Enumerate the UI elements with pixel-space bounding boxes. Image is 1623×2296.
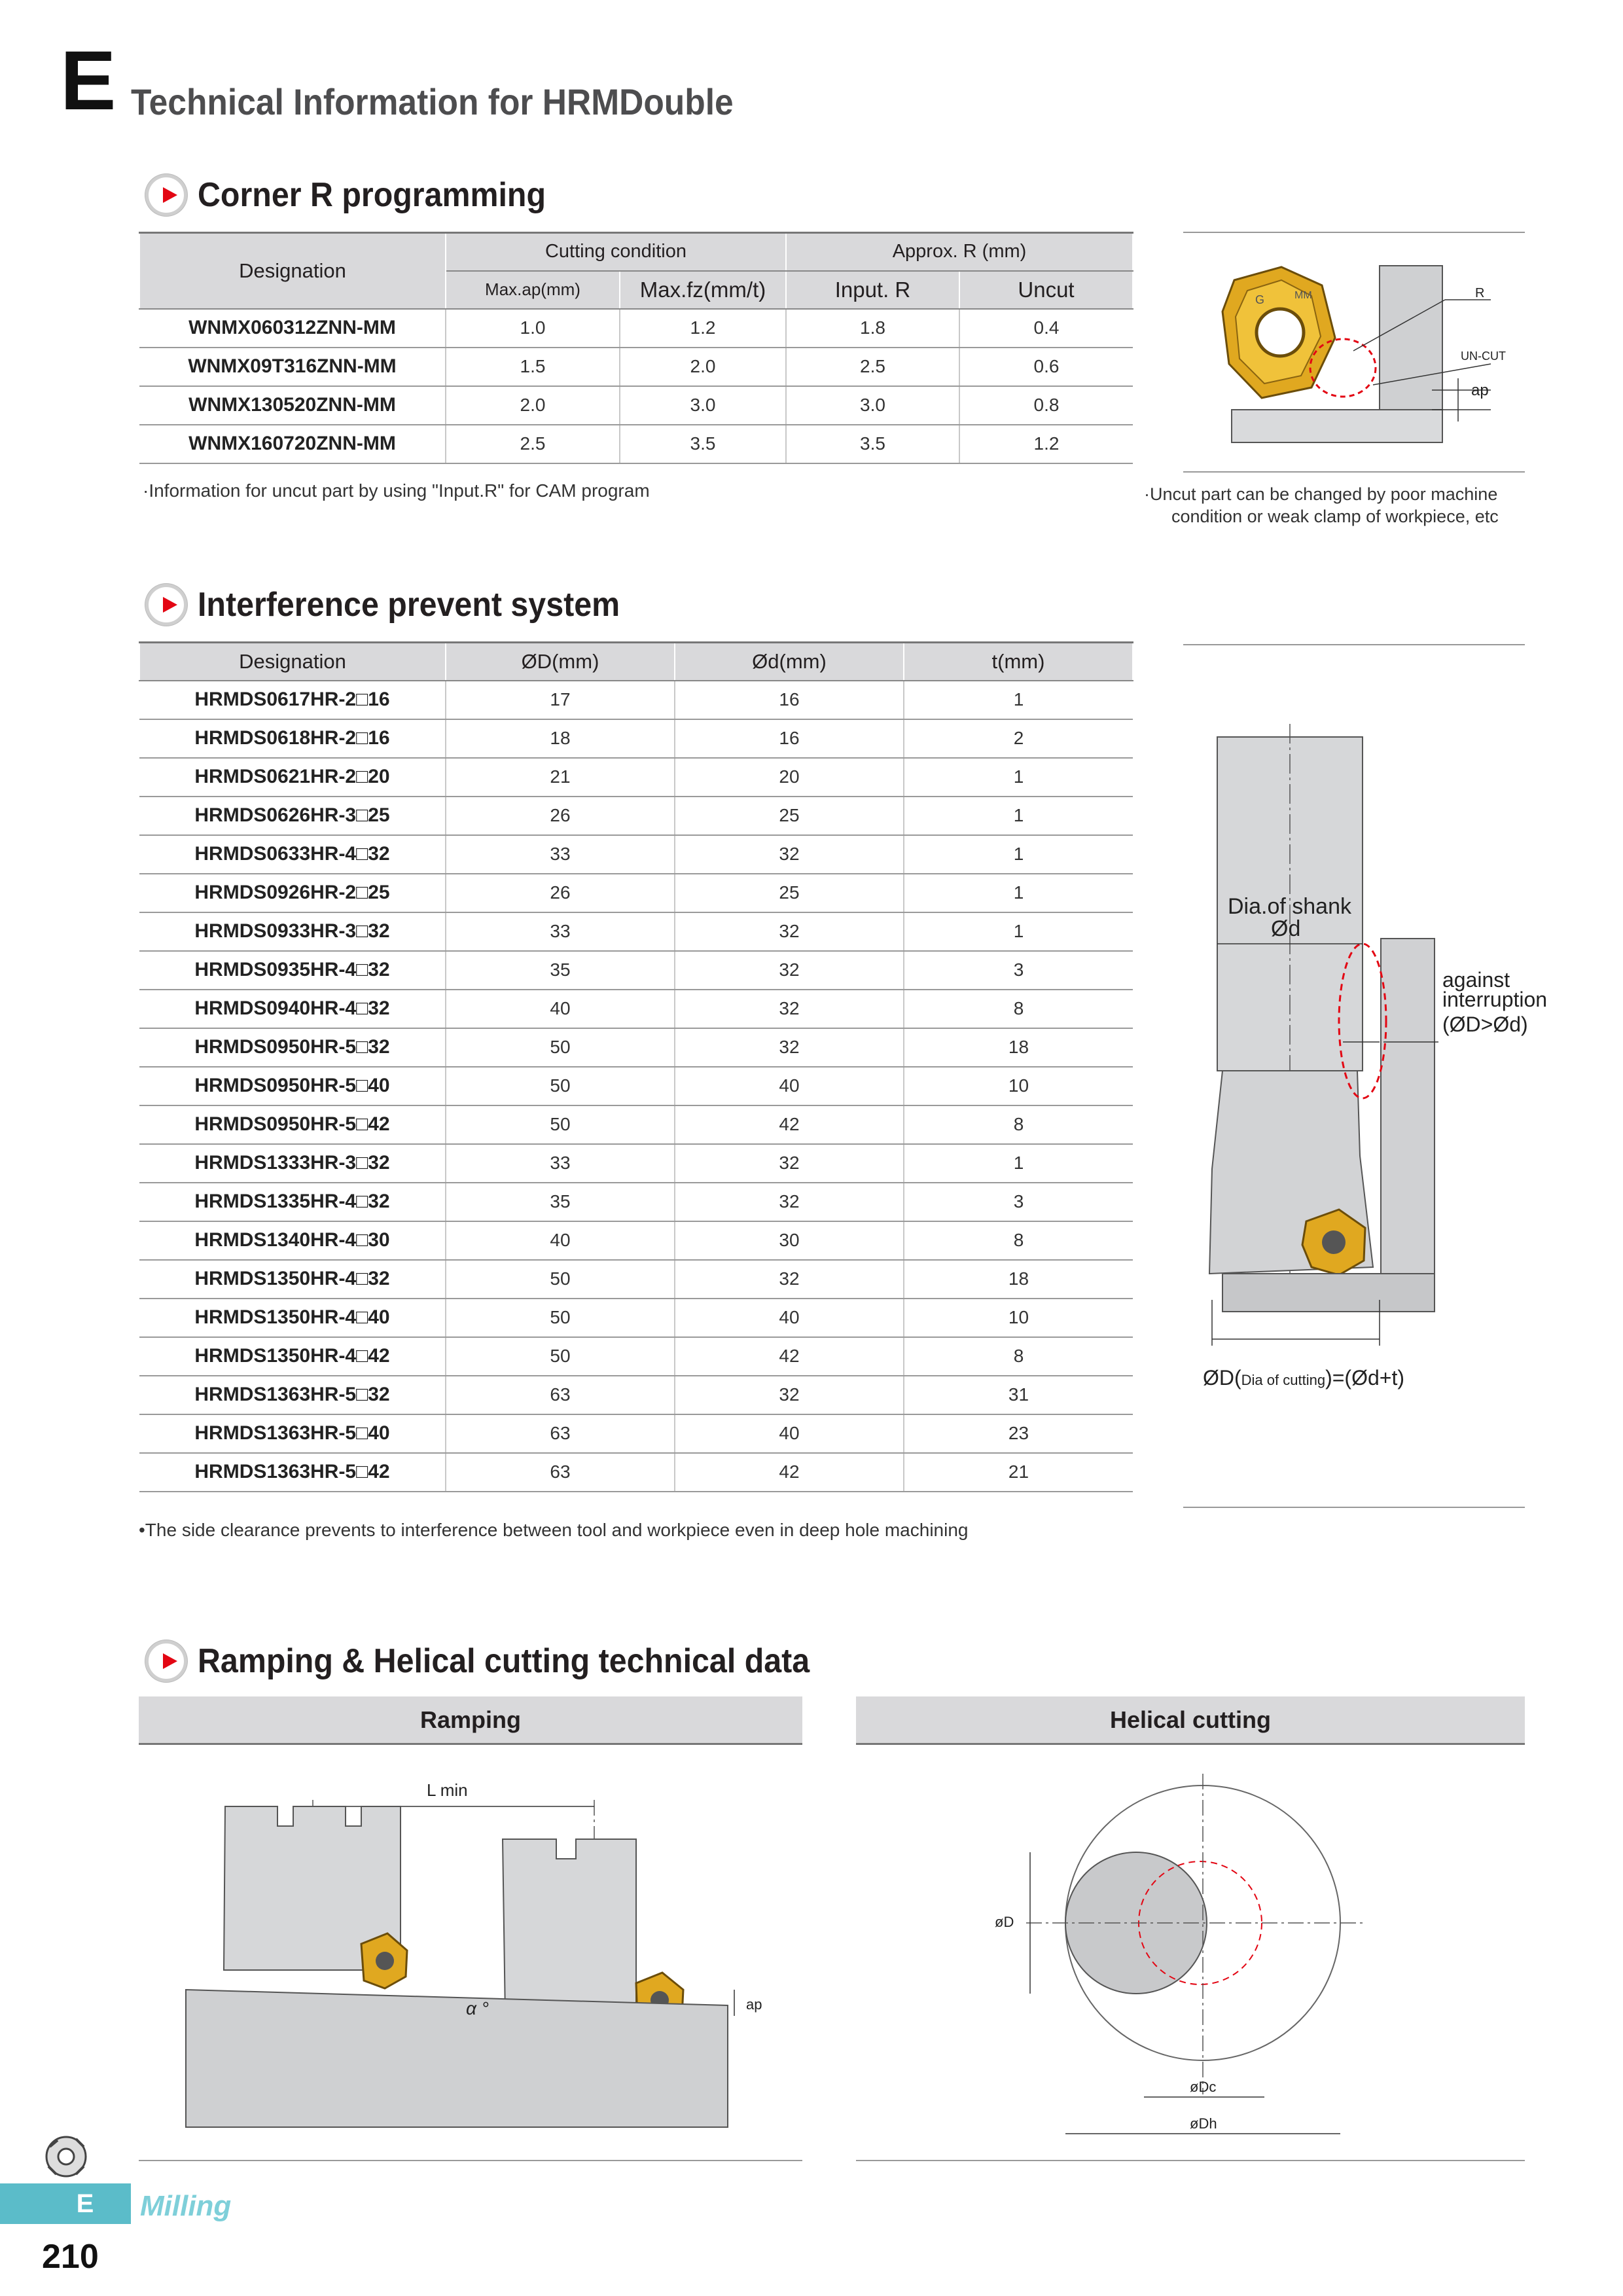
play-bullet-icon — [145, 174, 187, 216]
value-cell: 0.8 — [959, 386, 1133, 425]
svg-text:MM: MM — [1294, 290, 1312, 301]
value-cell: 35 — [446, 951, 675, 990]
value-cell: 2.0 — [620, 348, 786, 386]
value-cell: 40 — [446, 1221, 675, 1260]
designation-cell: HRMDS0621HR-2□20 — [139, 758, 446, 797]
value-cell: 50 — [446, 1105, 675, 1144]
designation-cell: HRMDS0935HR-4□32 — [139, 951, 446, 990]
value-cell: 0.6 — [959, 348, 1133, 386]
designation-cell: HRMDS0933HR-3□32 — [139, 912, 446, 951]
table-row — [139, 1453, 1133, 1492]
interference-table — [139, 641, 1133, 1492]
value-cell: 21 — [446, 758, 675, 797]
value-cell: 8 — [904, 1105, 1133, 1144]
value-cell: 16 — [675, 719, 904, 758]
designation-cell: HRMDS1350HR-4□42 — [139, 1337, 446, 1376]
value-cell: 3 — [904, 1183, 1133, 1221]
against-label: against — [1442, 968, 1510, 992]
value-cell: 1 — [904, 1144, 1133, 1183]
value-cell: 1.5 — [446, 348, 620, 386]
value-cell: 33 — [446, 912, 675, 951]
section-title: Interference prevent system — [198, 586, 620, 624]
helical-header: Helical cutting — [856, 1696, 1525, 1745]
shank-symbol: Ød — [1271, 916, 1301, 941]
table-row — [139, 874, 1133, 912]
value-cell: 40 — [446, 990, 675, 1028]
col-header-od: ØD(mm) — [446, 643, 675, 681]
section-header-corner-r — [145, 174, 572, 216]
value-cell: 18 — [446, 719, 675, 758]
r-label: R — [1475, 286, 1485, 300]
table-row — [139, 1376, 1133, 1414]
odh-label: øDh — [1190, 2115, 1217, 2132]
play-bullet-icon — [145, 584, 187, 626]
value-cell: 3 — [904, 951, 1133, 990]
col-header-designation: Designation — [139, 643, 446, 681]
figure-note-1: ·Uncut part can be changed by poor machine — [1144, 484, 1498, 504]
value-cell: 2.0 — [446, 386, 620, 425]
value-cell: 32 — [675, 990, 904, 1028]
page-number: 210 — [42, 2238, 99, 2276]
table-row — [139, 1260, 1133, 1299]
table-row — [139, 1105, 1133, 1144]
value-cell: 3.5 — [786, 425, 959, 463]
designation-cell: HRMDS0618HR-2□16 — [139, 719, 446, 758]
col-header-uncut: Uncut — [959, 271, 1133, 309]
table-row — [139, 1337, 1133, 1376]
designation-cell: HRMDS0940HR-4□32 — [139, 990, 446, 1028]
value-cell: 42 — [675, 1105, 904, 1144]
value-cell: 32 — [675, 1028, 904, 1067]
value-cell: 25 — [675, 797, 904, 835]
value-cell: 1 — [904, 835, 1133, 874]
ap-label: ap — [746, 1996, 762, 2013]
uncut-label: UN-CUT — [1461, 350, 1506, 363]
table-row — [139, 1067, 1133, 1105]
value-cell: 26 — [446, 797, 675, 835]
designation-cell: WNMX160720ZNN-MM — [139, 425, 446, 463]
value-cell: 16 — [675, 681, 904, 719]
value-cell: 32 — [675, 835, 904, 874]
table-row — [139, 1183, 1133, 1221]
table-row — [139, 1144, 1133, 1183]
col-header-max-ap: Max.ap(mm) — [446, 271, 620, 309]
value-cell: 32 — [675, 1376, 904, 1414]
ramping-figure — [139, 1767, 802, 2160]
value-cell: 50 — [446, 1337, 675, 1376]
designation-cell: HRMDS1363HR-5□32 — [139, 1376, 446, 1414]
value-cell: 1 — [904, 797, 1133, 835]
value-cell: 63 — [446, 1453, 675, 1492]
chapter-letter: E — [60, 34, 116, 128]
value-cell: 2.5 — [446, 425, 620, 463]
designation-cell: HRMDS0926HR-2□25 — [139, 874, 446, 912]
value-cell: 40 — [675, 1299, 904, 1337]
designation-cell: HRMDS1333HR-3□32 — [139, 1144, 446, 1183]
designation-cell: HRMDS1363HR-5□40 — [139, 1414, 446, 1453]
corner-r-figure — [1183, 232, 1525, 473]
table-row — [139, 348, 1133, 386]
value-cell: 42 — [675, 1453, 904, 1492]
section-tab: E — [39, 2183, 131, 2224]
value-cell: 33 — [446, 1144, 675, 1183]
value-cell: 42 — [675, 1337, 904, 1376]
value-cell: 63 — [446, 1376, 675, 1414]
value-cell: 50 — [446, 1260, 675, 1299]
table-row — [139, 1028, 1133, 1067]
col-header-approx-r: Approx. R (mm) — [786, 233, 1133, 271]
svg-text:ØD(Dia of cutting)=(Ød+t) — [1203, 1366, 1404, 1390]
table-row — [139, 719, 1133, 758]
value-cell: 1 — [904, 912, 1133, 951]
ap-label: ap — [1471, 382, 1489, 399]
designation-cell: WNMX130520ZNN-MM — [139, 386, 446, 425]
helical-bottom-rule — [856, 2160, 1525, 2161]
designation-cell: HRMDS0633HR-4□32 — [139, 835, 446, 874]
value-cell: 30 — [675, 1221, 904, 1260]
col-header-input-r: Input. R — [786, 271, 959, 309]
value-cell: 1.2 — [620, 309, 786, 348]
value-cell: 18 — [904, 1260, 1133, 1299]
designation-cell: HRMDS0950HR-5□32 — [139, 1028, 446, 1067]
table-row — [139, 386, 1133, 425]
value-cell: 32 — [675, 951, 904, 990]
section-title: Corner R programming — [198, 176, 546, 214]
shank-label: Dia.of shank — [1228, 894, 1351, 919]
value-cell: 1 — [904, 681, 1133, 719]
designation-cell: WNMX09T316ZNN-MM — [139, 348, 446, 386]
value-cell: 2 — [904, 719, 1133, 758]
value-cell: 40 — [675, 1414, 904, 1453]
value-cell: 32 — [675, 1144, 904, 1183]
value-cell: 3.5 — [620, 425, 786, 463]
value-cell: 17 — [446, 681, 675, 719]
insert-icon — [1222, 267, 1335, 398]
value-cell: 32 — [675, 1183, 904, 1221]
dia-cut-label-a: ØD( — [1203, 1366, 1241, 1390]
value-cell: 50 — [446, 1299, 675, 1337]
value-cell: 20 — [675, 758, 904, 797]
svg-text:G: G — [1255, 293, 1265, 306]
corner-r-table — [139, 232, 1133, 464]
helical-figure — [856, 1767, 1525, 2160]
section-header-interference — [145, 584, 652, 626]
dia-cut-label-c: )=(Ød+t) — [1325, 1366, 1404, 1390]
value-cell: 10 — [904, 1299, 1133, 1337]
value-cell: 8 — [904, 1221, 1133, 1260]
value-cell: 1 — [904, 758, 1133, 797]
designation-cell: HRMDS0617HR-2□16 — [139, 681, 446, 719]
designation-cell: HRMDS1335HR-4□32 — [139, 1183, 446, 1221]
page-title: Technical Information for HRMDouble — [131, 81, 734, 122]
milling-cutter-icon — [43, 2134, 89, 2179]
value-cell: 21 — [904, 1453, 1133, 1492]
interference-figure — [1183, 644, 1548, 1508]
interruption-label: interruption — [1442, 988, 1548, 1011]
value-cell: 33 — [446, 835, 675, 874]
table-row — [139, 1221, 1133, 1260]
table-row — [139, 758, 1133, 797]
corner-r-note: ·Information for uncut part by using "Input.R" for CAM program — [143, 480, 650, 501]
section-title: Ramping & Helical cutting technical data — [198, 1642, 810, 1680]
table-row — [139, 990, 1133, 1028]
value-cell: 50 — [446, 1028, 675, 1067]
od-label: øD — [995, 1914, 1014, 1930]
designation-cell: HRMDS1350HR-4□32 — [139, 1260, 446, 1299]
designation-cell: HRMDS1340HR-4□30 — [139, 1221, 446, 1260]
designation-cell: HRMDS1363HR-5□42 — [139, 1453, 446, 1492]
value-cell: 1.0 — [446, 309, 620, 348]
table-row — [139, 912, 1133, 951]
table-row — [139, 425, 1133, 463]
value-cell: 32 — [675, 1260, 904, 1299]
value-cell: 8 — [904, 1337, 1133, 1376]
section-name: Milling — [140, 2190, 232, 2222]
odc-label: øDc — [1190, 2079, 1217, 2095]
value-cell: 63 — [446, 1414, 675, 1453]
dia-cut-label-b: Dia of cutting — [1241, 1372, 1326, 1388]
section-header-ramping — [145, 1640, 856, 1682]
value-cell: 32 — [675, 912, 904, 951]
ramping-header: Ramping — [139, 1696, 802, 1745]
value-cell: 50 — [446, 1067, 675, 1105]
value-cell: 31 — [904, 1376, 1133, 1414]
designation-cell: HRMDS0950HR-5□42 — [139, 1105, 446, 1144]
col-header-id: Ød(mm) — [675, 643, 904, 681]
table-row — [139, 797, 1133, 835]
col-header-cutting-condition: Cutting condition — [446, 233, 786, 271]
value-cell: 10 — [904, 1067, 1133, 1105]
value-cell: 3.0 — [620, 386, 786, 425]
value-cell: 23 — [904, 1414, 1133, 1453]
table-row — [139, 681, 1133, 719]
interference-note: •The side clearance prevents to interference between tool and workpiece even in deep hole machining — [139, 1520, 969, 1540]
table-row — [139, 835, 1133, 874]
table-row — [139, 309, 1133, 348]
table-row — [139, 1299, 1133, 1337]
value-cell: 18 — [904, 1028, 1133, 1067]
col-header-max-fz: Max.fz(mm/t) — [620, 271, 786, 309]
value-cell: 3.0 — [786, 386, 959, 425]
value-cell: 25 — [675, 874, 904, 912]
value-cell: 0.4 — [959, 309, 1133, 348]
value-cell: 40 — [675, 1067, 904, 1105]
col-header-designation: Designation — [139, 233, 446, 309]
play-bullet-icon — [145, 1640, 187, 1682]
designation-cell: HRMDS1350HR-4□40 — [139, 1299, 446, 1337]
table-row — [139, 1414, 1133, 1453]
value-cell: 1 — [904, 874, 1133, 912]
value-cell: 26 — [446, 874, 675, 912]
table-row — [139, 951, 1133, 990]
od-gt-id-label: (ØD>Ød) — [1442, 1013, 1528, 1036]
figure-note-2: condition or weak clamp of workpiece, etc — [1171, 507, 1499, 526]
value-cell: 1.8 — [786, 309, 959, 348]
value-cell: 8 — [904, 990, 1133, 1028]
col-header-t: t(mm) — [904, 643, 1133, 681]
designation-cell: HRMDS0626HR-3□25 — [139, 797, 446, 835]
designation-cell: WNMX060312ZNN-MM — [139, 309, 446, 348]
ramping-bottom-rule — [139, 2160, 802, 2161]
value-cell: 2.5 — [786, 348, 959, 386]
value-cell: 35 — [446, 1183, 675, 1221]
alpha-label: α ° — [466, 1998, 489, 2018]
value-cell: 1.2 — [959, 425, 1133, 463]
lmin-label: L min — [427, 1780, 468, 1800]
designation-cell: HRMDS0950HR-5□40 — [139, 1067, 446, 1105]
